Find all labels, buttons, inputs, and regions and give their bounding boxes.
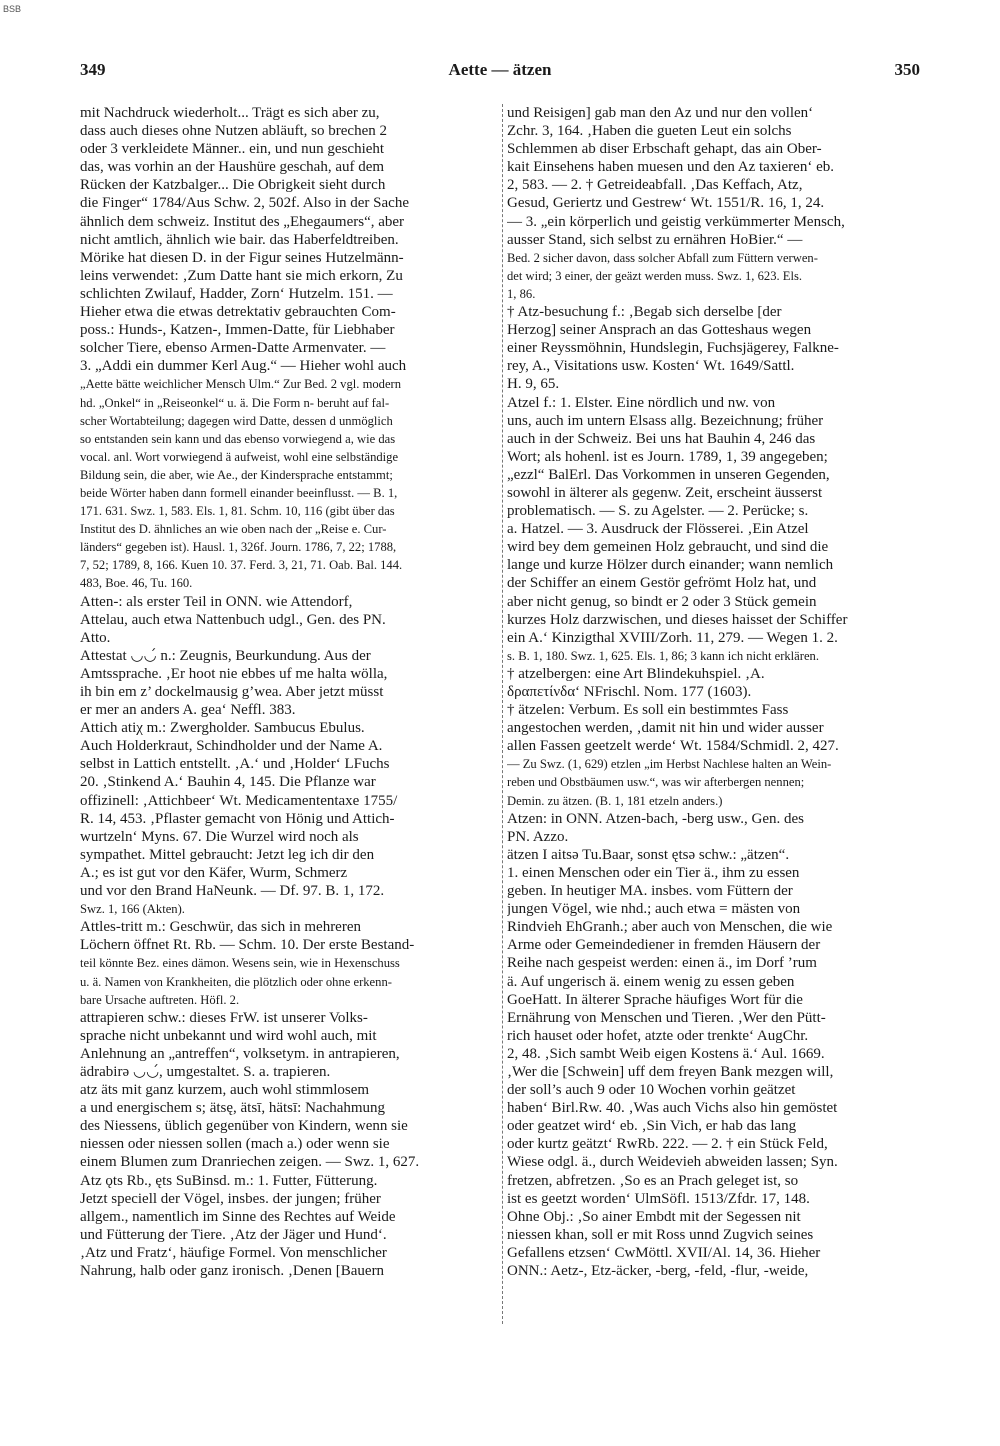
text-line: ausser Stand, sich selbst zu ernähren HoBier.“ —	[507, 231, 803, 248]
text-line: Atzel f.: 1. Elster. Eine nördlich und nw. von	[507, 394, 776, 411]
text-line: oder kurtz geätzt‘ RwRb. 222. — 2. † ein Stück Feld,	[507, 1136, 828, 1153]
text-line: — Zu Swz. (1, 629) etzlen „im Herbst Nachlese halten an Wein-	[507, 757, 832, 772]
text-line: solcher Tiere, ebenso Armen-Datte Armenvater. —	[80, 340, 386, 357]
text-line: GoeHatt. In älterer Sprache häufiges Wort für die	[507, 991, 803, 1008]
text-line: der Schiffer an einem Gestör gefrömt Holz hat, und	[507, 575, 817, 592]
text-line: Attestat ◡◡́ n.: Zeugnis, Beurkundung. Aus der	[80, 647, 371, 664]
text-line: aber nicht genug, so bindt er 2 oder 3 Stück gemein	[507, 593, 817, 610]
text-line: u. ä. Namen von Krankheiten, die plötzlich oder ohne erkenn-	[80, 974, 392, 989]
text-line: Wort; als hohenl. ist es Journ. 1789, 1, 39 angegeben;	[507, 448, 828, 465]
left-page-number: 349	[80, 60, 106, 79]
text-line: Atzen: in ONN. Atzen-bach, -berg usw., Gen. des	[507, 810, 805, 827]
text-line: H. 9, 65.	[507, 376, 560, 393]
text-line: Auch Holderkraut, Schindholder und der Name A.	[80, 738, 383, 755]
text-line: rich hauset oder hofet, atzte oder trenkte‘ AugChr.	[507, 1027, 809, 1044]
text-line: Swz. 1, 166 (Akten).	[80, 902, 185, 917]
text-line: jungen Vögel, wie nhd.; auch etwa = mästen von	[507, 901, 801, 918]
text-line: scher Wortabteilung; dagegen wird Datte, dessen d unmöglich	[80, 413, 393, 428]
text-line: ih bin em z’ dockelmausig g’wea. Aber jetzt müsst	[80, 684, 384, 700]
text-line: a. Hatzel. — 3. Ausdruck der Flösserei. ‚Ein Atzel	[507, 521, 809, 538]
text-line: Bildung sein, die aber, wie Ae., der Kindersprache entstammt;	[80, 467, 393, 482]
text-line: † ätzelen: Verbum. Es soll ein bestimmtes Fass	[507, 702, 789, 719]
text-line: Ohne Obj.: ‚So ainer Embdt mit der Segessen nit	[507, 1208, 801, 1225]
text-line: Nahrung, halb oder ganz ironisch. ‚Denen [Bauern	[80, 1263, 385, 1279]
text-line: 1. einen Menschen oder ein Tier ä., ihm zu essen	[507, 864, 800, 881]
text-line: Institut des D. ähnliches an wie oben nach der „Reise e. Cur-	[80, 522, 387, 537]
text-line: Atto.	[80, 629, 111, 646]
text-line: fretzen, abfretzen. ‚So es an Prach geleget ist, so	[507, 1172, 799, 1189]
text-line: 1, 86.	[507, 286, 536, 301]
text-line: mit Nachdruck wiederholt... Trägt es sich aber zu,	[80, 105, 380, 121]
text-line: † Atz-besuchung f.: ‚Begab sich derselbe [der	[507, 304, 782, 321]
text-line: ä. Auf ungerisch ä. einem wenig zu essen geben	[507, 973, 795, 990]
text-line: beide Wörter haben dann formell einander beeinflusst. — B. 1,	[80, 485, 398, 500]
text-line: Anlehnung an „antreffen“, volksetym. in antrapieren,	[80, 1045, 400, 1062]
text-line: δραπετίνδα‘ NFrischl. Nom. 177 (1603).	[507, 684, 752, 700]
text-line: ein A.‘ Kinzigthal XVIII/Zorh. 11, 279. — Wegen 1. 2.	[507, 629, 838, 646]
text-line: „ezzl“ BalErl. Das Vorkommen in unseren Gegenden,	[507, 466, 830, 483]
text-line: Jetzt speciell der Vögel, insbes. der jungen; früher	[80, 1190, 381, 1207]
text-line: „Aette bätte weichlicher Mensch Ulm.“ Zur Bed. 2 vgl. modern	[80, 377, 402, 392]
text-line: haben‘ Birl.Rw. 40. ‚Was auch Vichs also hin gemöstet	[507, 1100, 838, 1117]
text-line: Rücken der Katzbalger... Die Obrigkeit sieht durch	[80, 177, 386, 194]
text-line: und Reisigen] gab man den Az und nur den vollen‘	[507, 105, 814, 121]
text-line: selbst in Lattich entstellt. ‚A.‘ und ‚Holder‘ LFuchs	[80, 756, 390, 773]
text-line: oder geatzet wird‘ eb. ‚Sin Vich, er hab das lang	[507, 1118, 797, 1135]
text-line: hd. „Onkel“ in „Reiseonkel“ u. ä. Die Form n- beruht auf fal-	[80, 395, 390, 410]
text-line: † atzelbergen: eine Art Blindekuhspiel. ‚A.	[507, 665, 765, 682]
text-line: kait Einsehens haben muesen und den Az taxieren‘ eb.	[507, 159, 834, 176]
text-line: niessen khan, soll er mit Ross unnd Zugvich seines	[507, 1226, 814, 1243]
text-line: reben und Obstbäumen usw.“, was wir afterbergen nennen;	[507, 775, 805, 790]
text-line: des Niessens, üblich gegenüber von Kindern, wenn sie	[80, 1118, 408, 1135]
text-line: ‚Atz und Fratz‘, häufige Formel. Von menschlicher	[80, 1244, 387, 1261]
text-line: und vor den Brand HaNeunk. — Df. 97. B. 1, 172.	[80, 883, 385, 900]
text-line: so entstanden sein kann und das ebenso vorwiegend a, wie das	[80, 431, 396, 446]
text-line: kurzes Holz darzwischen, und dieses haisset der Schiffer	[507, 611, 848, 628]
text-line: sprache nicht unbekannt und wird wohl auch, mit	[80, 1027, 377, 1044]
text-line: die Finger“ 1784/Aus Schw. 2, 502f. Also in der Sache	[80, 195, 409, 212]
text-line: — 3. „ein körperlich und geistig verkümmerter Mensch,	[507, 213, 845, 230]
text-line: der soll’s auch 9 oder 10 Wochen vorhin geätzet	[507, 1082, 796, 1099]
right-column	[507, 104, 932, 1280]
text-line: rey, A., Visitations usw. Kosten‘ Wt. 1649/Sattl.	[507, 358, 795, 375]
text-line: allgem., namentlich im Sinne des Rechtes auf Weide	[80, 1208, 396, 1225]
text-line: geben. In heutiger MA. insbes. vom Füttern der	[507, 883, 793, 900]
text-line: sympathet. Mittel gebraucht: Jetzt leg ich dir den	[80, 846, 375, 863]
text-line: auch in der Schweiz. Bei uns hat Bauhin 4, 246 das	[507, 430, 816, 447]
text-line: 20. ‚Stinkend A.‘ Bauhin 4, 145. Die Pflanze war	[80, 774, 376, 791]
text-line: Gefallens etzsen‘ CwMöttl. XVII/Al. 14, 36. Hieher	[507, 1244, 821, 1261]
text-line: Gesud, Geriertz und Gestrew‘ Wt. 1551/R. 16, 1, 24.	[507, 195, 825, 212]
text-line: wurtzeln‘ Myns. 67. Die Wurzel wird noch als	[80, 828, 359, 845]
text-line: Demin. zu ätzen. (B. 1, 181 etzeln anders.)	[507, 793, 723, 808]
text-line: 2, 48. ‚Sich sambt Weib eigen Kostens ä.‘ Aul. 1669.	[507, 1045, 825, 1062]
text-line: ähnlich dem schweiz. Institut des „Ehegaumers“, aber	[80, 213, 405, 230]
text-line: Schlemmen ab diser Erbschaft gehapt, das ain Ober-	[507, 141, 822, 158]
text-line: wird bey dem gemeinen Holz gebraucht, und sind die	[507, 539, 829, 556]
text-line: ‚Wer die [Schwein] uff dem freyen Bank mezgen will,	[507, 1063, 834, 1080]
text-line: 2, 583. — 2. † Getreideabfall. ‚Das Keffach, Atz,	[507, 177, 803, 194]
text-line: Atz ǫts Rb., ęts SuBinsd. m.: 1. Futter, Fütterung.	[80, 1172, 378, 1189]
text-line: R. 14, 453. ‚Pflaster gemacht von Hönig und Attich-	[80, 810, 395, 827]
text-line: A.; es ist gut vor den Käfer, Wurm, Schmerz	[80, 864, 348, 881]
text-line: und Fütterung der Tiere. ‚Atz der Jäger und Hund‘.	[80, 1226, 387, 1243]
text-line: angestochen werden, ‚damit nit hin und wider ausser	[507, 720, 824, 737]
text-line: Attelau, auch etwa Nattenbuch udgl., Gen. des PN.	[80, 611, 386, 628]
text-line: s. B. 1, 180. Swz. 1, 625. Els. 1, 86; 3 kann ich nicht erklären.	[507, 648, 820, 663]
text-line: 3. „Addi ein dummer Kerl Aug.“ — Hieher wohl auch	[80, 358, 407, 375]
text-line: Zchr. 3, 164. ‚Haben die gueten Leut ein solchs	[507, 123, 792, 140]
text-line: vocal. anl. Wort vorwiegend ä aufweist, wohl eine selbständige	[80, 449, 399, 464]
text-line: lange und kurze Hölzer durch einander; wann nemlich	[507, 557, 834, 574]
text-line: 7, 52; 1789, 8, 166. Kuen 10. 37. Ferd. 3, 21, 71. Oab. Bal. 144.	[80, 558, 403, 573]
text-line: Hieher etwa die etwas detrektativ gebrauchten Com-	[80, 304, 396, 321]
text-line: 171. 631. Swz. 1, 583. Els. 1, 81. Schm. 10, 116 (gibt über das	[80, 504, 395, 519]
text-line: allen Fassen geetzelt werde‘ Wt. 1584/Schmidl. 2, 427.	[507, 738, 839, 755]
text-line: Attles-tritt m.: Geschwür, das sich in mehreren	[80, 919, 361, 936]
library-stamp: BSB	[3, 4, 22, 14]
left-column	[80, 104, 505, 1280]
text-line: schlichten Zwilauf, Hadder, Zorn‘ Hutzelm. 151. —	[80, 285, 393, 302]
text-line: Amtssprache. ‚Er hoot nie ebbes uf me halta wölla,	[80, 665, 388, 682]
text-line: ädrabirə ◡◡́, umgestaltet. S. a. trapieren.	[80, 1063, 331, 1080]
text-line: problematisch. — S. zu Agelster. — 2. Perücke; s.	[507, 503, 809, 520]
text-line: er mer an anders A. gea‘ Neffl. 383.	[80, 702, 296, 719]
text-line: Ernährung von Menschen und Tieren. ‚Wer den Pütt-	[507, 1009, 826, 1026]
text-line: sowohl in älterer als gegenw. Zeit, erscheint äusserst	[507, 484, 823, 501]
text-line: Reihe nach gespeist werden: einen ä., im Dorf ’rum	[507, 955, 817, 972]
text-line: nicht amtlich, ähnlich wie bair. das Haberfeldtreiben.	[80, 231, 399, 248]
text-line: oder 3 verkleidete Männer.. ein, und nun geschieht	[80, 141, 385, 158]
text-line: Atten-: als erster Teil in ONN. wie Attendorf,	[80, 593, 353, 610]
text-line: Arme oder Gemeindediener in fremden Häusern der	[507, 937, 821, 954]
text-line: einem Blumen zum Dranriechen zeigen. — Swz. 1, 627.	[80, 1154, 420, 1171]
text-line: Herzog] seiner Ansprach an das Gotteshaus wegen	[507, 322, 812, 339]
text-line: uns, auch im untern Elsass allg. Bezeichnung; früher	[507, 412, 824, 429]
text-line: Löchern öffnet Rt. Rb. — Schm. 10. Der erste Bestand-	[80, 937, 415, 954]
text-line: teil könnte Bez. eines dämon. Wesens sein, wie in Hexenschuss	[80, 956, 400, 971]
text-line: Rindvieh EhGranh.; aber auch von Menschen, die wie	[507, 919, 833, 936]
text-line: ätzen I aitsə Tu.Baar, sonst ętsə schw.: „ätzen“.	[507, 846, 790, 863]
text-line: länders“ gegeben ist). Hausl. 1, 326f. Journ. 1786, 7, 22; 1788,	[80, 540, 397, 555]
text-line: das, was vorhin an der Haushüre geschah, auf dem	[80, 159, 385, 176]
text-line: atz äts mit ganz kurzem, auch wohl stimmlosem	[80, 1082, 370, 1099]
text-line: 483, Boe. 46, Tu. 160.	[80, 576, 193, 591]
text-line: Wiese odgl. ä., durch Weidevieh abweiden lassen; Syn.	[507, 1154, 838, 1171]
text-line: PN. Azzo.	[507, 828, 569, 845]
text-line: det wird; 3 einer, der geäzt werden muss. Swz. 1, 623. Els.	[507, 268, 803, 283]
text-line: a und energischem s; ätsę, ätsī, hätsī: Nachahmung	[80, 1100, 386, 1117]
text-line: Bed. 2 sicher davon, dass solcher Abfall zum Füttern verwen-	[507, 250, 818, 265]
text-line: einer Reyssmöhnin, Hundslegin, Fuchsjägerey, Falkne-	[507, 340, 839, 357]
text-line: ONN.: Aetz-, Etz-äcker, -berg, -feld, -flur, -weide,	[507, 1263, 809, 1279]
text-line: Attich atiχ m.: Zwergholder. Sambucus Ebulus.	[80, 720, 365, 737]
column-divider	[502, 104, 503, 1324]
text-line: leins verwendet: ‚Zum Datte hant sie mich erkorn, Zu	[80, 267, 403, 284]
right-page-number: 350	[894, 60, 920, 79]
text-line: attrapieren schw.: dieses FrW. ist unserer Volks-	[80, 1009, 368, 1026]
text-line: dass auch dieses ohne Nutzen abläuft, so brechen 2	[80, 123, 387, 140]
text-line: poss.: Hunds-, Katzen-, Immen-Datte, für Liebhaber	[80, 322, 395, 339]
text-line: bare Ursache auftreten. Höfl. 2.	[80, 992, 240, 1007]
running-title: Aette — ätzen	[448, 60, 552, 79]
text-line: offizinell: ‚Attichbeer‘ Wt. Medicamententaxe 1755/	[80, 792, 398, 809]
text-line: niessen oder niessen sollen (mach a.) oder wenn sie	[80, 1136, 390, 1153]
text-line: Mörike hat diesen D. in der Figur seines Hutzelmänn-	[80, 249, 404, 266]
text-line: ist es geetzt worden‘ UlmSöfl. 1513/Zfdr. 17, 148.	[507, 1190, 810, 1207]
